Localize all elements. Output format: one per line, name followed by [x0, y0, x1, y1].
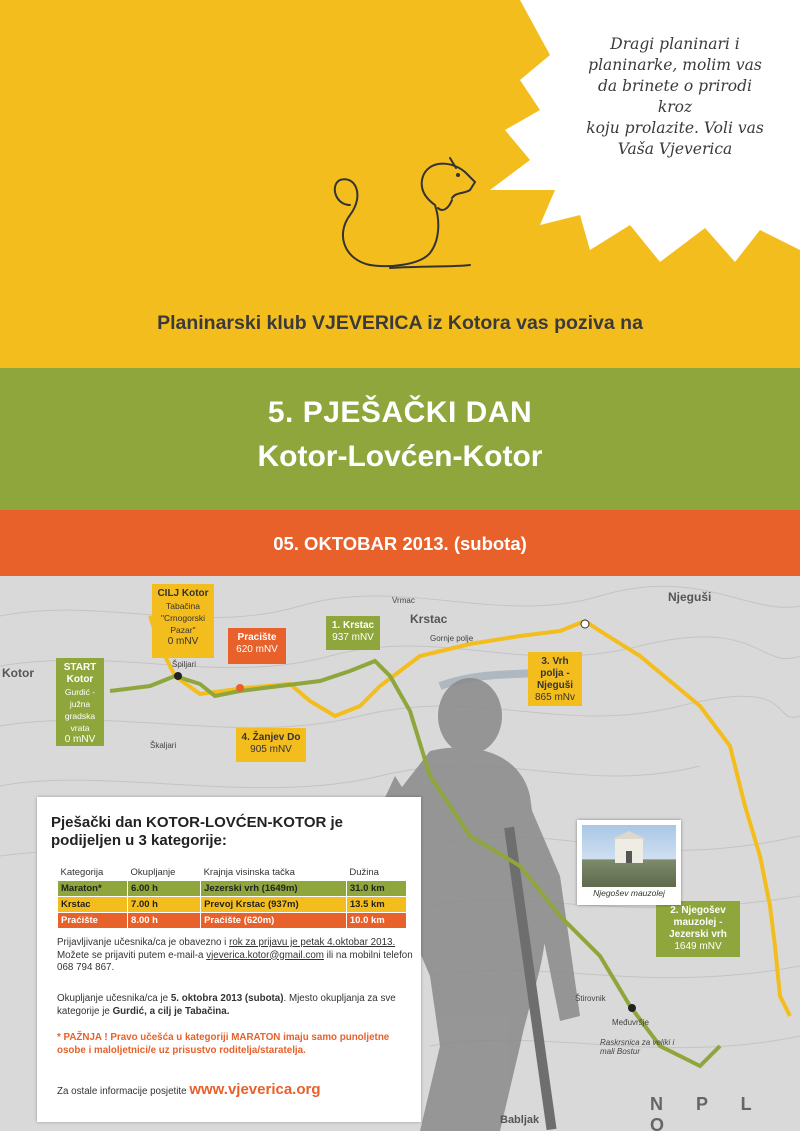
place-name: Međuvršje: [612, 1018, 649, 1027]
quote-line: koju prolazite. Voli vas: [586, 119, 764, 137]
table-cell: 13.5 km: [346, 897, 406, 913]
label-title: START Kotor: [63, 662, 97, 685]
place-name: Štirovnik: [575, 994, 606, 1003]
table-cell: 8.00 h: [128, 913, 201, 929]
label-sub: Gurdić - južna gradska vrata: [64, 687, 96, 733]
registration-text: [57, 937, 417, 975]
label-alt: 905 mNV: [250, 744, 292, 755]
quote-line: Dragi planinari i: [610, 35, 740, 53]
category-table: [57, 865, 407, 929]
table-header-row: [58, 865, 407, 881]
text-span: Okupljanje učesnika/ca je: [57, 993, 171, 1004]
table-header: Kategorija: [60, 867, 104, 878]
label-title: CILJ Kotor: [157, 588, 209, 599]
label-alt: 0 mNV: [167, 636, 199, 647]
label-cilj: [152, 584, 214, 658]
website-link[interactable]: www.vjeverica.org: [189, 1081, 321, 1098]
table-row: [58, 897, 407, 913]
label-alt: 0 mNV: [64, 734, 96, 745]
photo-caption: Njegošev mauzolej: [593, 888, 665, 898]
place-name: Gornje polje: [430, 634, 474, 643]
place-name: Kotor: [2, 666, 34, 680]
squirrel-logo: [330, 150, 490, 280]
label-title: Pracište: [237, 632, 277, 643]
info-box: [37, 797, 421, 1122]
place-name: Babljak: [500, 1114, 540, 1126]
event-date: 05. OKTOBAR 2013. (subota): [273, 533, 527, 554]
text-span: Prijavljivanje učesnika/ca je obavezno i: [57, 937, 230, 948]
table-cell: Maraton*: [58, 881, 128, 897]
bubble-quote: [580, 34, 770, 160]
place-name: Raskrsnica za veliki i mali Bostur: [600, 1038, 675, 1056]
text-span: ili na mobilni telefon 068 794 867.: [57, 949, 413, 973]
info-title: Pješački dan KOTOR-LOVĆEN-KOTOR je podijeljen u 3 kategorije:: [51, 814, 344, 849]
table-cell: 31.0 km: [346, 881, 406, 897]
title-band: [0, 368, 800, 510]
label-vrh-polja: [528, 652, 582, 706]
table-cell: 6.00 h: [128, 881, 201, 897]
place-name: Krstac: [410, 612, 448, 626]
label-alt: 620 mNV: [236, 644, 278, 655]
label-alt: 937 mNV: [332, 632, 374, 643]
table-header: Dužina: [349, 867, 379, 878]
table-header: Krajnja visinska tačka: [203, 867, 295, 878]
table-cell: Krstac: [58, 897, 128, 913]
text-span: . Mjesto okupljanja za sve kategorije je: [57, 993, 396, 1017]
label-title: 3. Vrh polja - Njeguši: [536, 656, 574, 691]
event-route: Kotor-Lovćen-Kotor: [257, 440, 543, 473]
photo-image: [582, 825, 676, 887]
label-title: 4. Žanjev Do: [241, 732, 301, 743]
label-krstac: [326, 616, 380, 650]
place-name: Vrmac: [392, 596, 415, 605]
table-cell: Prevoj Krstac (937m): [201, 897, 347, 913]
label-title: 2. Njegošev mauzolej - Jezerski vrh: [669, 905, 727, 940]
meeting-date: 5. oktobra 2013 (subota): [170, 993, 284, 1004]
table-cell: 7.00 h: [128, 897, 201, 913]
text-span: Za ostale informacije posjetite: [57, 1086, 190, 1097]
meeting-place: Gurdić, a cilj je Tabačina.: [112, 1005, 230, 1017]
label-sub: Tabačina "Crnogorski Pazar": [160, 601, 206, 635]
table-cell: 10.0 km: [346, 913, 406, 929]
label-start: [56, 658, 104, 746]
table-cell: Jezerski vrh (1649m): [201, 881, 347, 897]
table-row: [58, 913, 407, 929]
text-span: Možete se prijaviti putem e-mail-a: [57, 949, 207, 961]
label-alt: 1649 mNV: [674, 941, 722, 952]
meeting-text: [57, 993, 417, 1018]
event-title: 5. PJEŠAČKI DAN: [267, 396, 533, 429]
table-cell: Praćište (620m): [201, 913, 347, 929]
quote-line: Vaša Vjeverica: [617, 140, 733, 158]
label-zanjev-do: [236, 728, 306, 762]
label-mauzolej: [656, 901, 740, 957]
quote-line: da brinete o prirodi kroz: [597, 77, 753, 116]
mausoleum-photo: [577, 820, 681, 905]
label-title: 1. Krstac: [331, 620, 375, 631]
place-name: Špiljari: [172, 660, 197, 669]
table-row: [58, 881, 407, 897]
table-cell: Praćište: [58, 913, 128, 929]
deadline-text: rok za prijavu je petak 4.oktobar 2013.: [229, 937, 396, 948]
label-alt: 865 mNv: [534, 692, 575, 703]
quote-line: planinarke, molim vas: [588, 56, 762, 74]
place-name: Škaljari: [150, 741, 177, 750]
place-name: Njeguši: [668, 590, 712, 604]
maraton-note: * PAŽNJA ! Pravo učešća u kategoriji MARATON imaju samo punoljetne osobe i maloljetnici/e uz prisustvo roditelja/staratelja.: [57, 1032, 390, 1056]
label-praciste: [228, 628, 286, 664]
website-line: [57, 1081, 321, 1098]
park-mark: N P L O: [650, 1094, 766, 1131]
table-header: Okupljanje: [130, 867, 176, 878]
invitation-text: Planinarski klub VJEVERICA iz Kotora vas poziva na: [157, 312, 643, 334]
email-link[interactable]: vjeverica.kotor@gmail.com: [206, 949, 324, 961]
